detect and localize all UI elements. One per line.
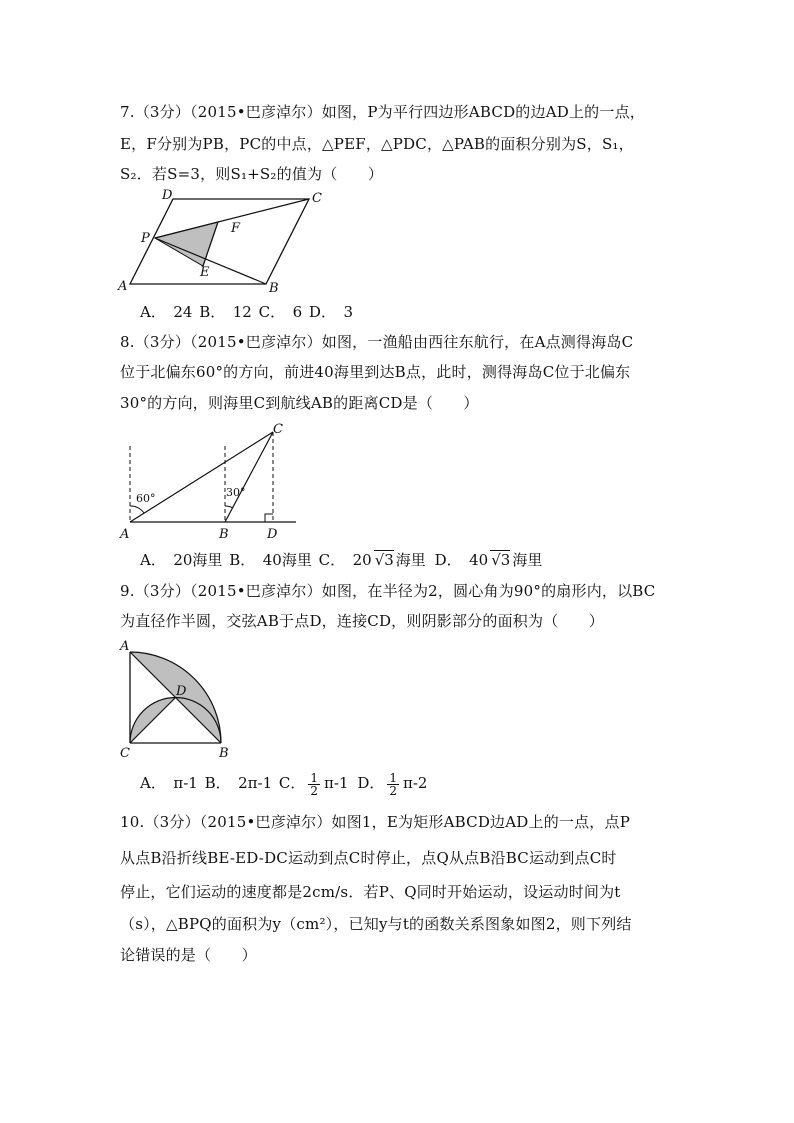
q9-line-2: 为直径作半圆，交弦AB于点D，连接CD，则阴影部分的面积为（ ） xyxy=(120,612,604,630)
q7-options xyxy=(140,302,355,322)
q10-line-3: 停止，它们运动的速度都是2cm/s．若P、Q同时开始运动，设运动时间为t xyxy=(120,883,621,901)
sqrt-sign: √3 xyxy=(374,551,394,569)
q8-option-c[interactable]: C． 20 √3 海里 xyxy=(318,551,426,569)
q7-parallelogram xyxy=(130,199,309,284)
q9-line-1: 9.（3分）（2015•巴彦淖尔）如图，在半径为2，圆心角为90°的扇形内，以BC xyxy=(120,582,656,600)
q7-label-b: B xyxy=(269,281,279,296)
q10-line-4: （s），△BPQ的面积为y（cm²），已知y与t的函数关系图象如图2，则下列结 xyxy=(120,915,632,933)
q8-line-bc xyxy=(225,432,273,522)
q9-options xyxy=(140,766,431,800)
q9-figure xyxy=(118,640,238,762)
q7-label-p: P xyxy=(141,231,150,246)
q7-option-d[interactable]: D． 3 xyxy=(308,303,353,321)
q10-line-5: 论错误的是（ ） xyxy=(120,946,257,964)
q8-option-a[interactable]: A． 20海里 xyxy=(140,551,223,569)
q7-label-c: C xyxy=(312,191,322,206)
q8-figure xyxy=(118,420,308,542)
q8-line-3: 30°的方向，则海里C到航线AB的距离CD是（ ） xyxy=(120,394,479,412)
q8-option-d[interactable]: D． 40 √3 海里 xyxy=(434,551,543,569)
q7-label-f: F xyxy=(231,221,241,236)
sqrt-sign: √3 xyxy=(491,551,511,569)
q8-right-angle-mark xyxy=(265,514,273,522)
q7-option-c[interactable]: C． 6 xyxy=(258,303,303,321)
q9-option-d[interactable]: D． $\frac{1}{2}$ π-2 xyxy=(357,770,428,798)
q8-line-2: 位于北偏东60°的方向，前进40海里到达B点，此时，测得海岛C位于北偏东 xyxy=(120,363,631,381)
q8-options xyxy=(140,550,546,570)
q8-angle-60: 60° xyxy=(136,492,156,505)
q10-line-2: 从点B沿折线BE-ED-DC运动到点C时停止，点Q从点B沿BC运动到点C时 xyxy=(120,849,617,867)
fraction: $\frac{1}{2}$ xyxy=(389,770,397,798)
q10-line-1: 10.（3分）（2015•巴彦淖尔）如图1，E为矩形ABCD边AD上的一点，点P xyxy=(120,813,631,831)
q8-option-b[interactable]: B． 40海里 xyxy=(229,551,312,569)
q8-line-ac xyxy=(130,432,273,522)
q9-option-a[interactable]: A． π-1 xyxy=(140,774,198,792)
q8-angle-30: 30° xyxy=(226,486,246,499)
q8-label-a: A xyxy=(120,527,130,542)
q8-label-c: C xyxy=(273,422,283,437)
q8-label-d: D xyxy=(267,527,278,542)
q7-figure xyxy=(118,188,328,296)
q9-option-c[interactable]: C． $\frac{1}{2}$ π-1 xyxy=(278,770,349,798)
q7-label-d: D xyxy=(162,188,173,203)
q8-label-b: B xyxy=(219,527,229,542)
q8-angle-arc-a xyxy=(130,506,144,513)
q8-angle-arc-b xyxy=(225,506,233,508)
q7-shaded-triangle xyxy=(155,222,218,266)
q9-label-c: C xyxy=(120,746,130,761)
q7-label-e: E xyxy=(200,265,210,280)
q9-option-b[interactable]: B． 2π-1 xyxy=(204,774,273,792)
q9-label-a: A xyxy=(120,639,130,654)
q7-label-a: A xyxy=(118,279,128,294)
q7-line-3: S₂．若S=3，则S₁+S₂的值为（ ） xyxy=(120,165,384,183)
q9-label-d: D xyxy=(176,684,187,699)
q7-option-b[interactable]: B． 12 xyxy=(199,303,252,321)
fraction: $\frac{1}{2}$ xyxy=(310,770,319,798)
q8-line-1: 8.（3分）（2015•巴彦淖尔）如图，一渔船由西往东航行，在A点测得海岛C xyxy=(120,333,634,351)
q7-line-2: E，F分别为PB，PC的中点，△PEF，△PDC，△PAB的面积分别为S，S₁， xyxy=(120,135,634,153)
q9-label-b: B xyxy=(219,746,229,761)
q7-option-a[interactable]: A． 24 xyxy=(140,303,193,321)
q7-line-1: 7.（3分）（2015•巴彦淖尔）如图，P为平行四边形ABCD的边AD上的一点， xyxy=(120,103,645,121)
